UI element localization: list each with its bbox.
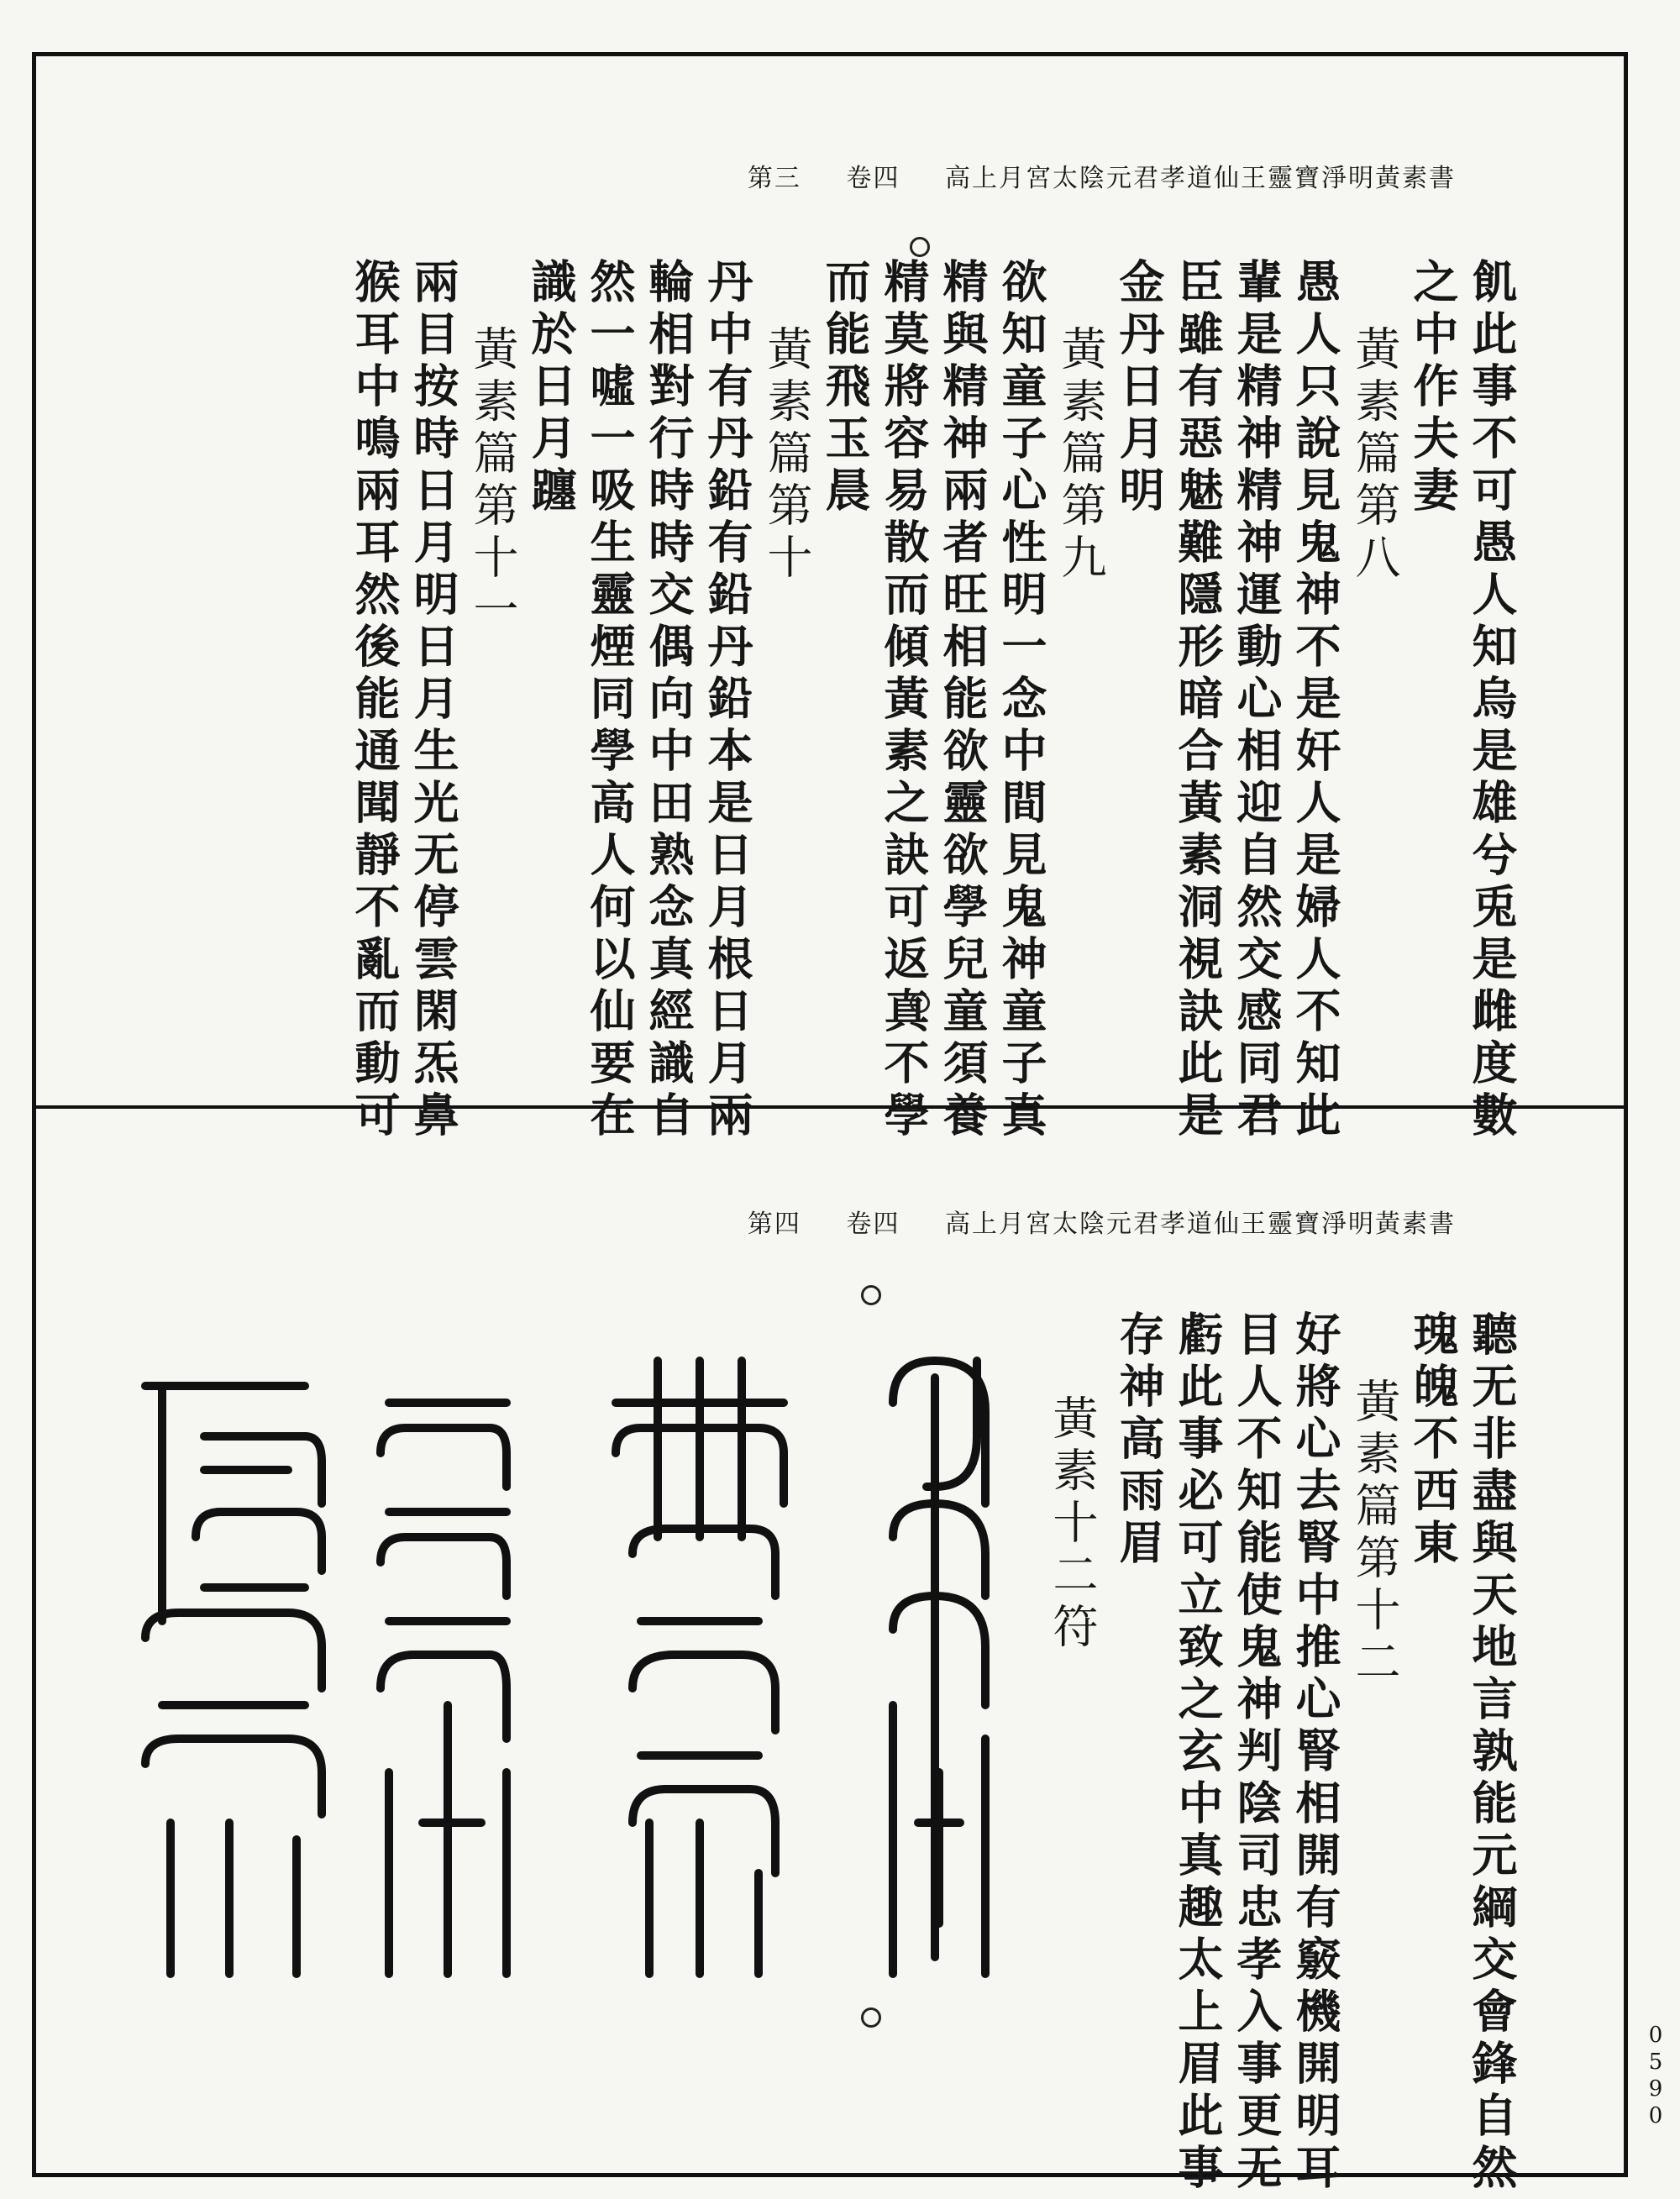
top-section-heading-11: 黃素篇第十一 — [466, 325, 519, 638]
bottom-column-7: 存神高雨眉 — [1112, 1310, 1166, 1571]
bottom-column-5: 目人不知能使鬼神判陰司忠孝入事更无 — [1230, 1310, 1284, 2196]
circle-mark — [910, 237, 930, 257]
top-column-4: 愚人只說見鬼神不是奸人是婦人不知此 — [1289, 258, 1342, 1143]
bottom-header-title: 高上月宮太陰元君孝道仙王靈寶淨明黃素書 — [945, 1210, 1456, 1239]
top-column-10: 精與精神兩者旺相能欲靈欲學兒童須養 — [936, 258, 990, 1143]
top-section-heading-8: 黃素篇第八 — [1348, 325, 1401, 585]
top-column-9: 欲知童子心性明一念中間見鬼神童子真 — [995, 258, 1048, 1143]
top-page — [36, 56, 1624, 1143]
top-column-19: 兩目按時日月明日月生光无停雲閑炁鼻 — [407, 258, 460, 1143]
top-header-title: 高上月宮太陰元君孝道仙王靈寶淨明黃素書 — [945, 164, 1456, 193]
top-column-5: 輩是精神精神運動心相迎自然交感同君 — [1230, 258, 1284, 1143]
bottom-column-2: 瑰魄不西東 — [1406, 1310, 1460, 1571]
top-column-1: 飢此事不可愚人知烏是雄兮兎是雌度數 — [1465, 258, 1519, 1143]
top-column-12: 而能飛玉晨 — [818, 258, 872, 518]
talisman-symbols — [87, 1235, 1078, 2100]
top-column-16: 然一噓一吸生靈煙同學高人何以仙要在 — [583, 258, 637, 1143]
top-section-heading-9: 黃素篇第九 — [1054, 325, 1107, 585]
bottom-talisman-heading: 黃素十二符 — [1046, 1394, 1099, 1655]
page-number: 0590 — [1643, 2023, 1668, 2130]
talisman-2 — [616, 1361, 784, 1974]
talisman-4 — [145, 1386, 322, 1974]
talisman-1 — [893, 1361, 985, 1974]
top-column-11: 精莫將容易散而傾黃素之訣可返真不學 — [877, 258, 931, 1143]
bottom-column-1: 聽无非盡與天地言孰能元綱交會鋒自然 — [1465, 1310, 1519, 2196]
top-column-14: 丹中有丹鉛有鉛丹鉛本是日月根日月兩 — [701, 258, 754, 1143]
bottom-page — [36, 1109, 1624, 2196]
bottom-header-page: 第四 — [747, 1210, 801, 1239]
top-column-17: 識於日月躔 — [524, 258, 578, 518]
top-column-7: 金丹日月明 — [1112, 258, 1166, 518]
talisman-3 — [381, 1403, 507, 1974]
top-column-20: 猴耳中鳴兩耳然後能通聞靜不亂而動可 — [348, 258, 402, 1143]
talisman-area — [87, 1235, 1078, 2100]
top-column-15: 輪相對行時時交偶向中田熟念真經識自 — [642, 258, 696, 1143]
top-column-2: 之中作夫妻 — [1406, 258, 1460, 518]
circle-mark — [910, 993, 930, 1013]
bottom-column-4: 好將心去腎中推心腎相開有竅機開明耳 — [1289, 1310, 1342, 2196]
bottom-column-6: 虧此事必可立致之玄中真趣太上眉此事 — [1171, 1310, 1225, 2196]
top-page-header — [748, 157, 1456, 194]
top-header-volume: 卷四 — [846, 164, 900, 193]
top-column-6: 臣雖有惡魅難隱形暗合黃素洞視訣此是 — [1171, 258, 1225, 1143]
top-section-heading-10: 黃素篇第十 — [760, 325, 813, 585]
top-header-page: 第三 — [747, 164, 801, 193]
bottom-header-volume: 卷四 — [846, 1210, 900, 1239]
bottom-section-heading-12: 黃素篇第十二 — [1348, 1378, 1401, 1690]
